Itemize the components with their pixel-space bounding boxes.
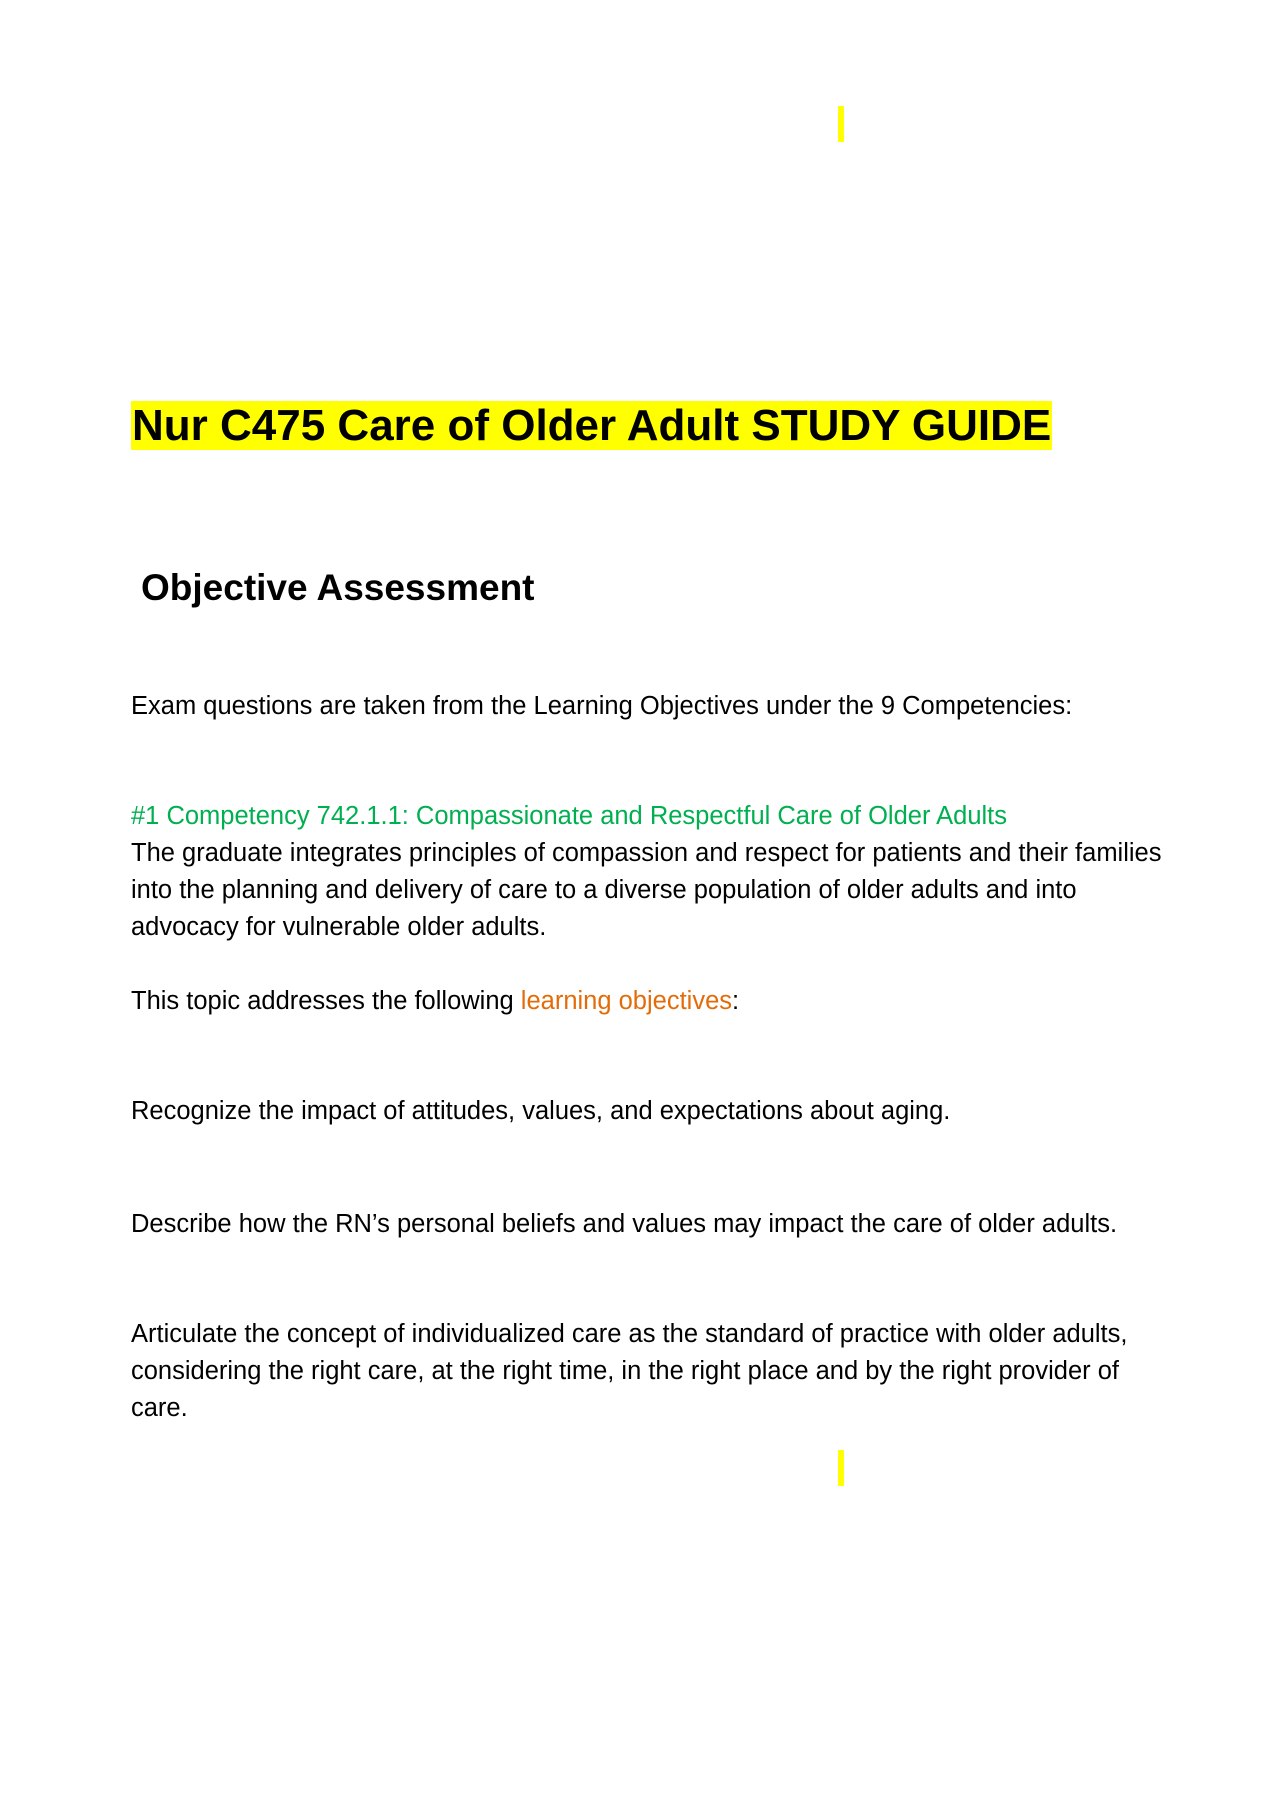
competency-description: The graduate integrates principles of compassion and respect for patients and their families into the planning and delivery of care to a diverse population of older adults and into advocacy for vulnerable older adults. [131, 839, 1162, 941]
topic-prefix: This topic addresses the following [131, 987, 521, 1015]
highlight-mark-top [838, 106, 844, 142]
document-title-text: Nur C475 Care of Older Adult STUDY GUIDE [132, 401, 1052, 450]
document-title [131, 396, 1052, 456]
learning-objectives-link[interactable]: learning objectives [520, 987, 733, 1015]
highlight-mark-bottom [838, 1450, 844, 1486]
intro-paragraph: Exam questions are taken from the Learning Objectives under the 9 Competencies: [131, 692, 1073, 720]
objective-item: Describe how the RN’s personal beliefs and values may impact the care of older adults. [131, 1210, 1118, 1238]
topic-suffix: : [732, 987, 740, 1015]
competency-heading: #1 Competency 742.1.1: Compassionate and Respectful Care of Older Adults [131, 802, 1008, 830]
competency-section [131, 798, 1181, 946]
document-subtitle: Objective Assessment [141, 567, 535, 608]
objective-item: Articulate the concept of individualized care as the standard of practice with older adults, considering the right care, at the right time, in the right place and by the right provider of care. [131, 1320, 1128, 1422]
objective-item: Recognize the impact of attitudes, values, and expectations about aging. [131, 1097, 951, 1125]
topic-paragraph [131, 983, 1181, 1020]
